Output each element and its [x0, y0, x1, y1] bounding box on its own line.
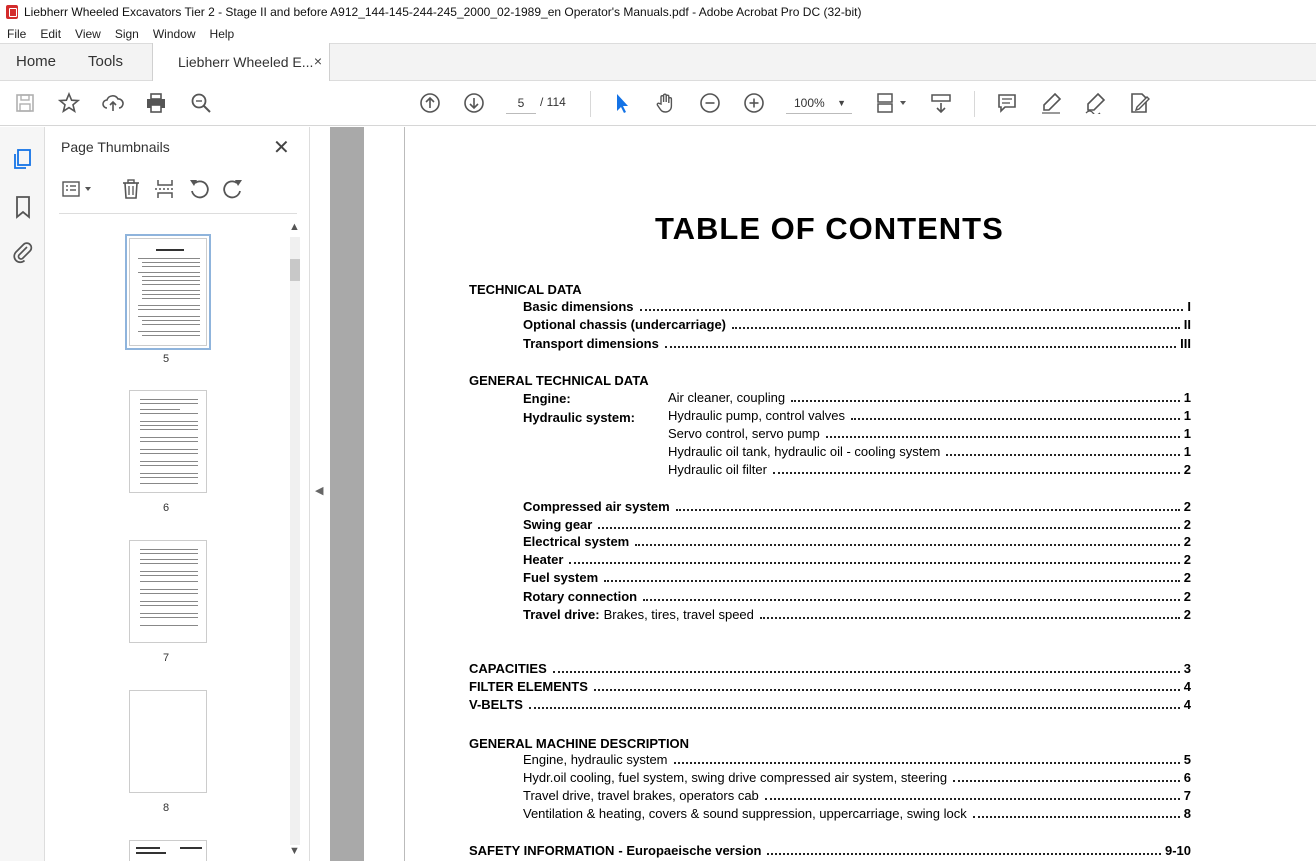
bookmark-star-icon[interactable] [57, 91, 81, 115]
tab-tools[interactable]: Tools [88, 53, 124, 70]
menu-bar [0, 24, 1316, 43]
thumbnail-page-6[interactable] [129, 390, 207, 493]
toc-entry-page: 2 [1183, 589, 1191, 604]
toc-entry-fuel[interactable] [523, 570, 1191, 588]
menu-file[interactable]: File [7, 26, 27, 41]
toc-entry-page: 2 [1183, 517, 1191, 532]
toc-sublabel-hydraulic: Hydraulic system: [523, 410, 635, 425]
toc-entry-label: CAPACITIES [469, 661, 547, 676]
page-thumbnails-panel [45, 127, 310, 861]
scroll-mode-icon[interactable] [929, 91, 953, 115]
thumbnail-toolbar [57, 177, 297, 203]
print-icon[interactable] [144, 91, 168, 115]
toc-entry-page: 2 [1183, 552, 1191, 567]
zoom-level-value: 100% [794, 96, 825, 110]
acrobat-pdf-icon [6, 5, 18, 19]
thumbnail-scrollbar[interactable] [287, 219, 303, 861]
toc-entry-sublabel: Travel drive: [523, 607, 600, 622]
toc-entry-label: Fuel system [523, 570, 599, 585]
toc-entry-travel-drive[interactable] [523, 607, 1191, 625]
delete-page-icon[interactable] [119, 177, 143, 201]
toc-entry-page: 2 [1183, 607, 1191, 622]
page-thumbnails-icon[interactable] [11, 147, 35, 171]
toc-entry-gm-engine[interactable] [523, 752, 1191, 770]
menu-help[interactable]: Help [209, 26, 235, 41]
panel-title: Page Thumbnails [61, 139, 170, 155]
toc-heading-general-technical-data: GENERAL TECHNICAL DATA [469, 373, 649, 388]
menu-view[interactable]: View [75, 26, 101, 41]
toc-entry-transport-dimensions[interactable] [523, 336, 1191, 354]
toc-entry-page: 1 [1183, 390, 1191, 405]
toc-entry-page: 2 [1183, 570, 1191, 585]
toolbar-divider [590, 91, 591, 117]
toc-entry-page: 2 [1183, 462, 1191, 477]
toc-sublabel-engine: Engine: [523, 391, 571, 406]
chevron-down-icon: ▼ [837, 98, 846, 108]
thumbnail-options-icon[interactable] [61, 177, 95, 201]
panel-collapse-strip[interactable] [310, 127, 330, 861]
toc-entry-label: FILTER ELEMENTS [469, 679, 588, 694]
toc-entry-swing-gear[interactable] [523, 517, 1191, 535]
zoom-in-icon[interactable] [742, 91, 766, 115]
menu-edit[interactable]: Edit [40, 26, 62, 41]
toc-entry-label: Rotary connection [523, 589, 638, 604]
toc-entry-label: Optional chassis (undercarriage) [523, 317, 727, 332]
toc-entry-page: 5 [1183, 752, 1191, 767]
page-layout-icon[interactable] [874, 91, 910, 115]
rotate-clockwise-icon[interactable] [221, 177, 245, 201]
attachments-paperclip-icon[interactable] [11, 240, 35, 264]
toc-entry-label: SAFETY INFORMATION [469, 843, 615, 858]
toc-entry-label: Air cleaner, coupling [668, 390, 786, 405]
tab-bar [0, 43, 1316, 81]
toc-entry-page: 1 [1183, 408, 1191, 423]
toc-entry-page: 9-10 [1164, 843, 1191, 858]
toc-entry-hydraulic-tank[interactable] [668, 444, 1191, 462]
window-title: Liebherr Wheeled Excavators Tier 2 - Stage II and before A912_144-145-244-245_2000_02-1989_en Operator's Manuals.pdf - Adobe Acrobat Pro DC (32-bit) [24, 5, 862, 19]
collapse-panel-icon[interactable]: ◀ [315, 485, 324, 497]
menu-sign[interactable]: Sign [114, 26, 139, 41]
toc-entry-label: Hydraulic oil tank, hydraulic oil - cooling system [668, 444, 941, 459]
toc-entry-hydraulic-pump[interactable] [668, 408, 1191, 426]
bookmarks-icon[interactable] [11, 195, 35, 219]
toc-entry-page: I [1187, 299, 1191, 314]
toc-entry-label: Hydraulic oil filter [668, 462, 767, 477]
pdf-page [364, 127, 1316, 861]
scrollbar-track[interactable] [290, 237, 300, 845]
toc-entry-capacities[interactable] [469, 661, 1191, 679]
split-page-icon[interactable] [153, 177, 177, 201]
toc-entry-label: Brakes, tires, travel speed [603, 607, 754, 622]
toc-entry-label: Servo control, servo pump [668, 426, 820, 441]
thumbnail-label-6: 6 [162, 502, 170, 514]
close-panel-icon[interactable]: ✕ [273, 137, 290, 159]
toc-entry-label: Hydraulic pump, control valves [668, 408, 846, 423]
title-bar [0, 0, 1316, 24]
toc-entry-page: 1 [1183, 426, 1191, 441]
draw-sign-icon[interactable] [1083, 91, 1107, 115]
toc-entry-label: Electrical system [523, 534, 630, 549]
zoom-out-icon[interactable] [698, 91, 722, 115]
toc-entry-basic-dimensions[interactable] [523, 299, 1191, 317]
thumbnail-page-7[interactable] [129, 540, 207, 643]
close-tab-icon[interactable]: × [313, 53, 322, 69]
document-title: TABLE OF CONTENTS [655, 211, 1004, 246]
toc-entry-rotary-connection[interactable] [523, 589, 1191, 607]
toc-entry-electrical[interactable] [523, 534, 1191, 552]
toc-entry-page: 4 [1183, 679, 1191, 694]
scroll-up-icon[interactable]: ▲ [289, 221, 300, 233]
tab-home[interactable]: Home [16, 53, 57, 70]
toc-entry-gm-travel[interactable] [523, 788, 1191, 806]
toc-entry-label: Compressed air system [523, 499, 670, 514]
toc-entry-label: Ventilation & heating, covers & sound suppression, uppercarriage, swing lock [523, 806, 967, 821]
select-cursor-icon[interactable] [610, 91, 634, 115]
toc-entry-page: 2 [1183, 499, 1191, 514]
scroll-down-icon[interactable]: ▼ [289, 845, 300, 857]
toc-heading-technical-data: TECHNICAL DATA [469, 282, 582, 297]
toc-entry-page: II [1183, 317, 1191, 332]
zoom-level-select[interactable] [786, 92, 852, 114]
thumbnail-page-9[interactable] [129, 840, 207, 861]
upload-cloud-icon[interactable] [101, 91, 125, 115]
thumbnail-list [45, 219, 287, 861]
comment-icon[interactable] [995, 91, 1019, 115]
tab-document[interactable] [152, 43, 330, 81]
toolbar [0, 81, 1316, 126]
menu-window[interactable]: Window [152, 26, 196, 41]
pdf-page-content [404, 127, 1316, 861]
highlight-pen-icon[interactable] [1039, 91, 1063, 115]
thumbnail-page-8[interactable] [129, 690, 207, 793]
toc-entry-gm-ventilation[interactable] [523, 806, 1191, 824]
toc-entry-label: Heater [523, 552, 564, 567]
toc-entry-page: III [1180, 336, 1191, 351]
toc-entry-page: 7 [1183, 788, 1191, 803]
next-page-icon[interactable] [462, 91, 486, 115]
toolbar-divider [974, 91, 975, 117]
navigation-rail [0, 127, 45, 861]
save-icon[interactable] [13, 91, 37, 115]
page-number-input[interactable]: 5 [506, 92, 536, 114]
toc-entry-v-belts[interactable] [469, 697, 1191, 715]
document-view[interactable] [330, 127, 1316, 861]
toc-entry-gm-hydr[interactable] [523, 770, 1191, 788]
toc-entry-label: Engine, hydraulic system [523, 752, 668, 767]
thumbnail-label-7: 7 [162, 652, 170, 664]
zoom-search-icon[interactable] [189, 91, 213, 115]
page-total: / 114 [540, 95, 566, 109]
toc-entry-compressed-air[interactable] [523, 499, 1191, 517]
toc-entry-label: Swing gear [523, 517, 593, 532]
rotate-counterclockwise-icon[interactable] [187, 177, 211, 201]
toc-entry-suffix: - Europaeische version [618, 843, 762, 858]
panel-divider [59, 213, 297, 214]
scrollbar-thumb[interactable] [290, 259, 300, 281]
hand-tool-icon[interactable] [654, 91, 678, 115]
fill-sign-icon[interactable] [1127, 91, 1151, 115]
toc-heading-general-machine: GENERAL MACHINE DESCRIPTION [469, 736, 690, 751]
toc-entry-safety-information[interactable] [469, 843, 1191, 861]
toc-entry-page: 6 [1183, 770, 1191, 785]
thumbnail-label-5: 5 [162, 353, 170, 365]
toc-entry-servo-control[interactable] [668, 426, 1191, 444]
toc-entry-label: Travel drive, travel brakes, operators cab [523, 788, 759, 803]
toc-entry-page: 2 [1183, 534, 1191, 549]
toc-entry-page: 8 [1183, 806, 1191, 821]
toc-entry-label: Transport dimensions [523, 336, 659, 351]
toc-entry-page: 4 [1183, 697, 1191, 712]
toc-entry-optional-chassis[interactable] [523, 317, 1191, 335]
toc-entry-air-cleaner[interactable] [668, 390, 1191, 408]
toc-entry-hydraulic-filter[interactable] [668, 462, 1191, 480]
toc-entry-label: V-BELTS [469, 697, 523, 712]
toc-entry-label: Basic dimensions [523, 299, 634, 314]
toc-entry-filter-elements[interactable] [469, 679, 1191, 697]
toc-entry-page: 1 [1183, 444, 1191, 459]
tab-document-label: Liebherr Wheeled E... [178, 54, 314, 70]
previous-page-icon[interactable] [418, 91, 442, 115]
thumbnail-label-8: 8 [162, 802, 170, 814]
toc-entry-label: Hydr.oil cooling, fuel system, swing drive compressed air system, steering [523, 770, 948, 785]
toc-entry-heater[interactable] [523, 552, 1191, 570]
toc-entry-page: 3 [1183, 661, 1191, 676]
thumbnail-page-5[interactable] [129, 238, 207, 346]
